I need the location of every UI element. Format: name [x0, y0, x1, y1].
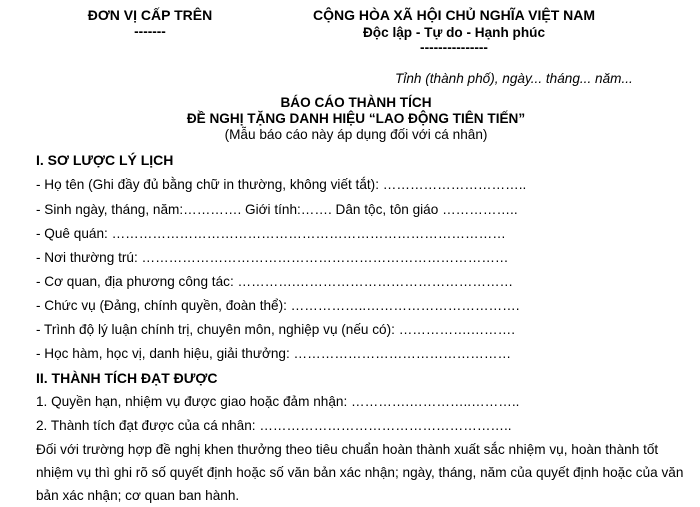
report-title: BÁO CÁO THÀNH TÍCH: [280, 95, 432, 110]
national-title: CỘNG HÒA XÃ HỘI CHỦ NGHĨA VIỆT NAM: [312, 7, 596, 23]
section-1-heading: I. SƠ LƯỢC LÝ LỊCH: [36, 152, 174, 168]
field-position: - Chức vụ (Đảng, chính quyền, đoàn thể): ……………..…………………………….: [36, 298, 520, 313]
field-full-name: - Họ tên (Ghi đầy đủ bằng chữ in thường, không viết tắt): …………………………..: [36, 177, 527, 192]
field-qualification: - Trình độ lý luận chính trị, chuyên môn, nghiệp vụ (nếu có): …………….……….: [36, 322, 516, 337]
field-hometown: - Quê quán: ……………………………………………………………………………: [36, 226, 506, 241]
field-workplace: - Cơ quan, địa phương công tác: ………….…………………………………………: [36, 274, 514, 289]
section-2-heading: II. THÀNH TÍCH ĐẠT ĐƯỢC: [36, 370, 218, 386]
field-achievements: 2. Thành tích đạt được của cá nhân: ………………………………………………..: [36, 418, 512, 433]
field-birth-gender-ethnicity: - Sinh ngày, tháng, năm:…………. Giới tính:……. Dân tộc, tôn giáo ……………..: [36, 202, 518, 217]
report-note: (Mẫu báo cáo này áp dụng đối với cá nhân): [224, 127, 488, 142]
field-academic-titles: - Học hàm, học vị, danh hiệu, giải thưởng: …………………………………………: [36, 346, 512, 361]
instruction-paragraph: Đối với trường hợp đề nghị khen thưởng theo tiêu chuẩn hoàn thành xuất sắc nhiệm vụ, hoàn thành tốt nhiệm vụ thì ghi rõ số quyết định hoặc số văn bản xác nhận; ngày, tháng, năm của quyết định hoặc của văn bản xác nhận; cơ quan ban hành.: [36, 442, 684, 503]
field-residence: - Nơi thường trú: ………………………………………………………………………: [36, 250, 509, 265]
national-motto-divider: ---------------: [420, 40, 488, 55]
issuing-agency-divider: -------: [134, 24, 166, 39]
date-line: Tỉnh (thành phố), ngày... tháng... năm...: [395, 71, 633, 86]
report-subtitle: ĐỀ NGHỊ TẶNG DANH HIỆU “LAO ĐỘNG TIÊN TIẾN”: [186, 111, 526, 126]
issuing-agency: ĐƠN VỊ CẤP TRÊN: [87, 7, 213, 23]
national-motto: Độc lập - Tự do - Hạnh phúc: [362, 25, 546, 40]
field-duties: 1. Quyền hạn, nhiệm vụ được giao hoặc đảm nhận: ………….…………..………..: [36, 394, 520, 409]
